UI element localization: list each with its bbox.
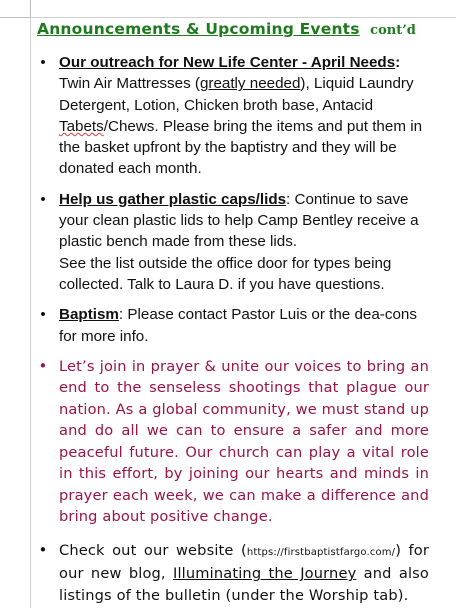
- bullet-icon: •: [40, 54, 46, 71]
- list-item-prayer: [37, 356, 429, 528]
- crop-mark-horizontal: [0, 17, 30, 18]
- website-link[interactable]: https://firstbaptistfargo.com/: [246, 546, 396, 558]
- heading-colon: :: [286, 190, 291, 208]
- spellcheck-word: Tabets: [59, 117, 104, 135]
- item-heading: Help us gather plastic caps/lids: [59, 190, 287, 208]
- item-heading: Baptism: [59, 306, 119, 324]
- header-continued: cont’d: [370, 23, 416, 38]
- item-text: /Chews. Please bring the items and put them in the basket upfront by the baptistry and they will be donated each month.: [59, 117, 423, 178]
- announcement-list: [37, 52, 429, 606]
- bullet-icon: •: [40, 190, 46, 208]
- item-text: Please contact Pastor Luis or the dea-cons for more info.: [59, 306, 417, 345]
- blog-link[interactable]: Illuminating the Journey: [173, 565, 357, 583]
- heading-colon: :: [118, 306, 124, 324]
- item-text: ), Liquid Laundry Detergent, Lotion, Chicken broth base, Antacid: [59, 75, 414, 114]
- item-text: Continue to save your clean plastic lids to help Camp Bentley receive a plastic bench made from these lids.: [59, 190, 419, 251]
- item-heading: Our outreach for New Life Center - April Needs: [59, 54, 396, 71]
- bullet-icon: •: [40, 306, 46, 324]
- heading-colon: :: [395, 54, 401, 71]
- bullet-icon: •: [38, 540, 48, 559]
- list-item-plastic-lids: [37, 189, 429, 295]
- item-emphasis: greatly needed: [199, 75, 301, 93]
- list-item-website: [37, 540, 429, 607]
- header-title: Announcements & Upcoming Events: [37, 20, 360, 38]
- crop-mark-vertical: [30, 0, 31, 17]
- list-item-outreach: [37, 52, 429, 180]
- section-header: [37, 20, 416, 39]
- bullet-icon: •: [38, 356, 48, 375]
- prayer-text: Let’s join in prayer & unite our voices to bring an end to the senseless shootings that plague our nation. As a global community, we must stand up and do all we can to ensure a safer and more peaceful future. Our church can play a vital role in this effort, by joining our hearts and minds in prayer each week, we can make a difference and bring about positive change.: [59, 357, 429, 526]
- item-text: ) for our new blog,: [59, 541, 429, 583]
- item-text: and also listings of the bulletin (under the Worship tab).: [59, 565, 429, 604]
- item-text: See the list outside the office door for types being collected. Talk to Laura D. if you have questions.: [59, 254, 392, 293]
- item-text: Twin Air Mattresses (: [59, 75, 200, 93]
- item-text: Check out our website (: [59, 541, 247, 559]
- list-item-baptism: [37, 304, 429, 347]
